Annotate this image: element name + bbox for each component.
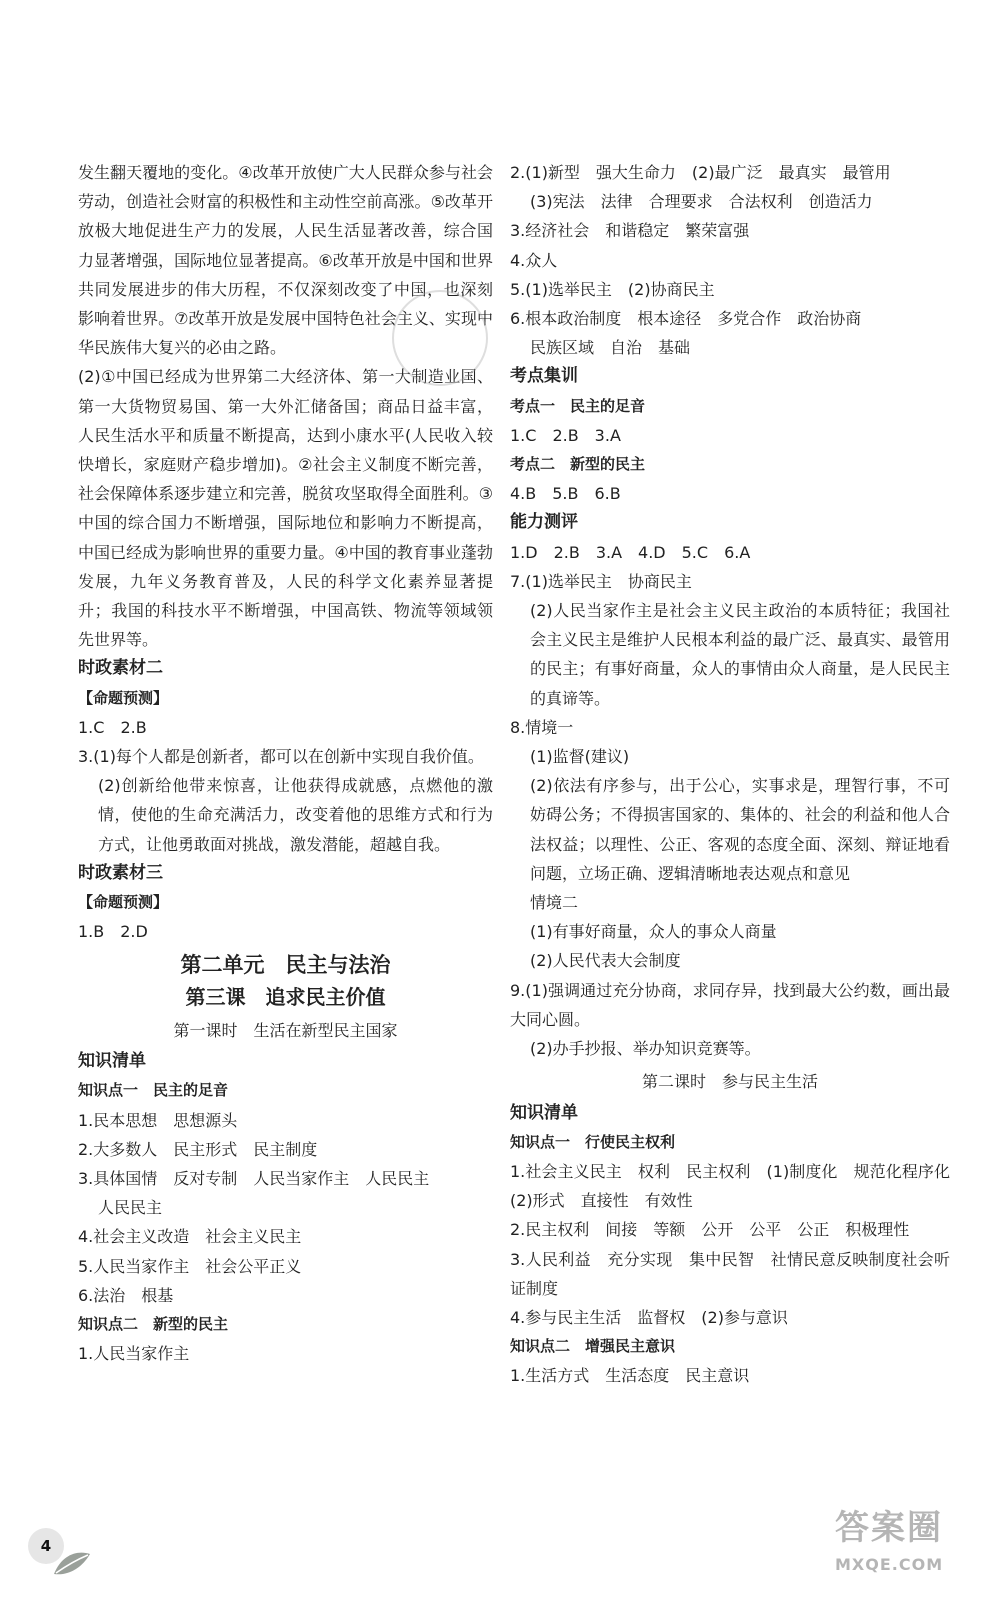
answer-line: 3.人民利益 充分实现 集中民智 社情民意反映制度社会听证制度 — [510, 1249, 950, 1298]
answer-line: 1.生活方式 生活态度 民主意识 — [510, 1366, 750, 1386]
answer-line: 2.民主权利 间接 等额 公开 公平 公正 积极理性 — [510, 1220, 910, 1240]
answer-line: 1.人民当家作主 — [78, 1344, 190, 1364]
period-title: 第一课时 生活在新型民主国家 — [173, 1020, 398, 1040]
answer-line: 1.民本思想 思想源头 — [78, 1110, 238, 1130]
answer-line: 1.社会主义民主 权利 民主权利 (1)制度化 规范化程序化 (2)形式 直接性 有效性 — [510, 1161, 967, 1211]
answer-line: 1.B 2.D — [78, 922, 148, 942]
bracket-heading: 【命题预测】 — [78, 893, 169, 912]
section-heading: 时政素材二 — [78, 658, 163, 679]
section-heading: 能力测评 — [510, 512, 578, 533]
section-heading: 考点集训 — [510, 366, 578, 387]
bracket-heading: 知识点二 增强民主意识 — [510, 1337, 676, 1356]
answer-line: 民族区域 自治 基础 — [530, 338, 691, 358]
answer-line: (3)宪法 法律 合理要求 合法权利 创造活力 — [530, 192, 873, 212]
bracket-heading: 【命题预测】 — [78, 688, 169, 707]
answer-line: 1.D 2.B 3.A 4.D 5.C 6.A — [510, 542, 751, 562]
answer-line: (2)人民当家作主是社会主义民主政治的本质特征；我国社会主义民主是维护人民根本利益的最广泛、最真实、最管用的民主；有事好商量，众人的事情由众人商量，是人民民主的真谛等。 — [530, 601, 950, 708]
answer-line: (2)依法有序参与，出于公心，实事求是，理智行事，不可妨碍公务；不得损害国家的、集体的、社会的利益和他人合法权益；以理性、公正、客观的态度全面、深刻、辩证地看问题，立场正确、逻辑清晰地表达观点和意见 — [530, 776, 950, 883]
answer-line: 8.情境一 — [510, 717, 574, 737]
answer-line: 3.(1)每个人都是创新者，都可以在创新中实现自我价值。 — [78, 747, 484, 767]
answer-line: (1)监督(建议) — [530, 747, 630, 767]
period-title: 第二课时 参与民主生活 — [641, 1072, 818, 1092]
answer-line: (1)有事好商量，众人的事众人商量 — [530, 922, 777, 942]
answer-line: (2)人民代表大会制度 — [530, 951, 681, 971]
site-watermark — [835, 1500, 985, 1595]
answer-line: 情境二 — [530, 893, 579, 913]
answer-line: 4.众人 — [510, 250, 558, 270]
bracket-heading: 知识点一 行使民主权利 — [510, 1132, 676, 1151]
bracket-heading: 知识点二 新型的民主 — [78, 1314, 229, 1333]
bracket-heading: 考点二 新型的民主 — [510, 455, 646, 474]
bracket-heading: 考点一 民主的足音 — [510, 396, 646, 415]
bracket-heading: 知识点一 民主的足音 — [78, 1081, 229, 1100]
answer-line: (2)创新给他带来惊喜，让他获得成就感，点燃他的激情，使他的生命充满活力，改变着他的思维方式和行为方式，让他勇敢面对挑战，激发潜能，超越自我。 — [98, 776, 493, 854]
watermark-text: 答案圈 — [835, 1508, 943, 1548]
answer-line: 5.人民当家作主 社会公平正义 — [78, 1256, 302, 1276]
answer-line: 2.大多数人 民主形式 民主制度 — [78, 1139, 318, 1159]
watermark-url: MXQE.COM — [835, 1555, 944, 1574]
answer-line: 4.参与民主生活 监督权 (2)参与意识 — [510, 1307, 788, 1327]
answer-line: 发生翻天覆地的变化。④改革开放使广大人民群众参与社会劳动，创造社会财富的积极性和主动性空前高涨。⑤改革开放极大地促进生产力的发展，人民生活显著改善，综合国力显著增强，国际地位显著提高。⑥改革开放是中国和世界共同发展进步的伟大历程，不仅深刻改变了中国，也深刻影响着世界。⑦改革开放是发展中国特色社会主义、实现中华民族伟大复兴的必由之路。 — [78, 163, 493, 358]
answer-line: 4.社会主义改造 社会主义民主 — [78, 1227, 302, 1247]
right-column — [510, 158, 967, 1391]
lesson-title: 第三课 追求民主价值 — [185, 984, 386, 1009]
page-number: 4 — [28, 1528, 64, 1564]
answer-line: 3.经济社会 和谐稳定 繁荣富强 — [510, 221, 750, 241]
answer-line: 9.(1)强调通过充分协商，求同存异，找到最大公约数，画出最大同心圆。 — [510, 980, 950, 1029]
answer-line: (2)办手抄报、举办知识竞赛等。 — [530, 1039, 761, 1059]
answer-line: 6.法治 根基 — [78, 1285, 174, 1305]
answer-line: 人民民主 — [98, 1198, 163, 1218]
answer-line: 7.(1)选举民主 协商民主 — [510, 571, 692, 591]
answer-line: 3.具体国情 反对专制 人民当家作主 人民民主 — [78, 1168, 430, 1188]
answer-line: 1.C 2.B 3.A — [510, 425, 621, 445]
watermark-stamp — [392, 290, 488, 386]
answer-line: 1.C 2.B — [78, 717, 147, 737]
answer-line: (2)①中国已经成为世界第二大经济体、第一大制造业国、第一大货物贸易国、第一大外汇储备国；商品日益丰富，人民生活水平和质量不断提高，达到小康水平(人民收入较快增长，家庭财产稳步增加)。②社会主义制度不断完善，社会保障体系逐步建立和完善，脱贫攻坚取得全面胜利。③中国的综合国力不断增强，国际地位和影响力不断提高，中国已经成为影响世界的重要力量。④中国的教育事业蓬勃发展，九年义务教育普及，人民的科学文化素养显著提升；我国的科技水平不断增强，中国高铁、物流等领域领先世界等。 — [78, 367, 493, 650]
section-heading: 知识清单 — [510, 1102, 578, 1123]
unit-title: 第二单元 民主与法治 — [180, 953, 391, 978]
answer-line: 6.根本政治制度 根本途径 多党合作 政治协商 — [510, 309, 862, 329]
answer-line: 4.B 5.B 6.B — [510, 484, 621, 504]
section-heading: 时政素材三 — [78, 862, 163, 883]
answer-line: 2.(1)新型 强大生命力 (2)最广泛 最真实 最管用 — [510, 163, 891, 182]
answer-line: 5.(1)选举民主 (2)协商民主 — [510, 279, 715, 299]
section-heading: 知识清单 — [78, 1051, 146, 1072]
